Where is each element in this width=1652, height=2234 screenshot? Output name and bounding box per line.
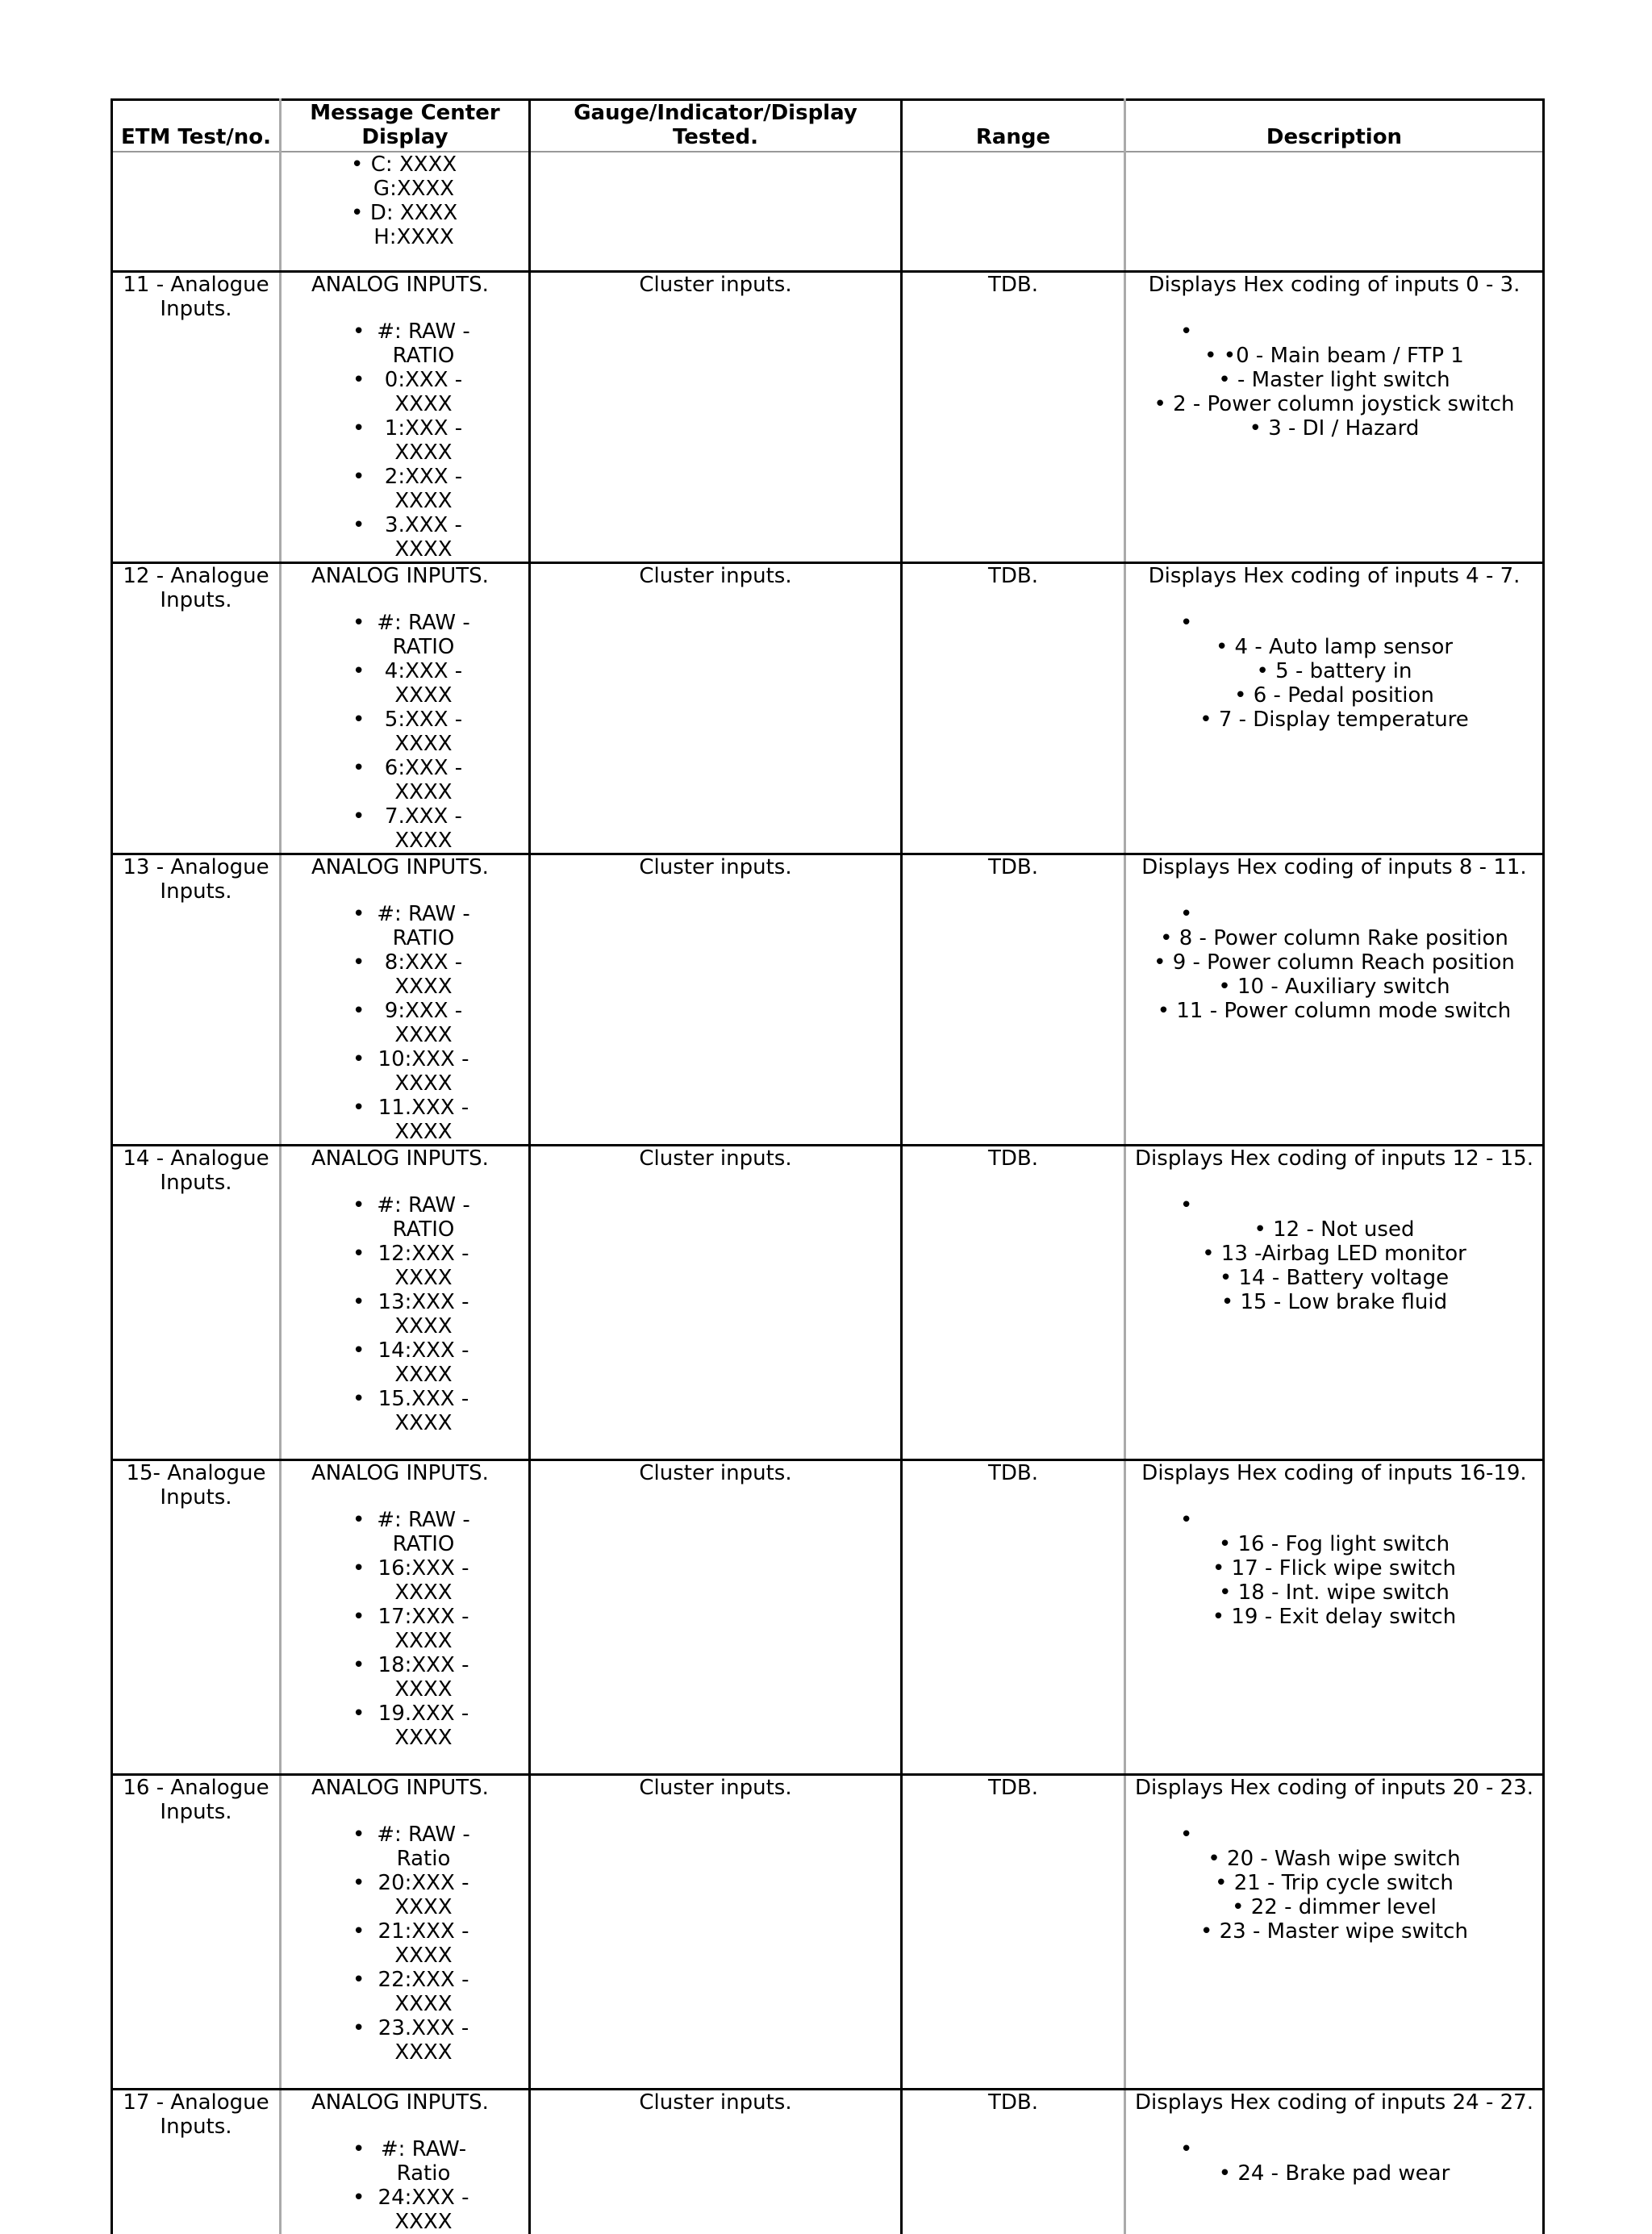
empty-bullet: •	[1180, 1507, 1193, 1532]
description-heading: Displays Hex coding of inputs 12 - 15.	[1135, 1146, 1533, 1171]
description-item: • 17 - Flick wipe switch	[1128, 1556, 1541, 1581]
message-item: • 22:XXX - XXXX	[359, 1968, 488, 2016]
empty-bullet: •	[1180, 319, 1193, 344]
cell-etm: 14 - Analogue Inputs.	[112, 1145, 281, 1459]
cell-description	[1125, 152, 1544, 271]
cell-range	[902, 152, 1125, 271]
description-heading: Displays Hex coding of inputs 24 - 27.	[1135, 2090, 1533, 2115]
message-item: • D: XXXX H:XXXX	[357, 201, 470, 249]
table-row	[112, 1774, 1544, 2089]
table-row	[112, 854, 1544, 1145]
description-heading: Displays Hex coding of inputs 0 - 3.	[1148, 272, 1521, 297]
cell-etm: 16 - Analogue Inputs.	[112, 1774, 281, 2089]
description-item: • •0 - Main beam / FTP 1	[1128, 344, 1541, 368]
description-list	[1128, 611, 1541, 732]
message-item: • 19.XXX - XXXX	[359, 1702, 488, 1750]
cell-description	[1125, 854, 1544, 1145]
description-item: • 3 - DI / Hazard	[1128, 416, 1541, 441]
cell-gauge: Cluster inputs.	[530, 1774, 902, 2089]
cell-range: TDB.	[902, 271, 1125, 562]
description-item: • 4 - Auto lamp sensor	[1128, 635, 1541, 659]
table-header-row	[112, 100, 1544, 152]
message-item: • 15.XXX - XXXX	[359, 1387, 488, 1435]
message-item: • #: RAW- Ratio	[359, 2137, 488, 2186]
description-item: • 22 - dimmer level	[1128, 1895, 1541, 1919]
cell-etm	[112, 152, 281, 271]
cell-description	[1125, 1145, 1544, 1459]
cell-range: TDB.	[902, 1774, 1125, 2089]
table-row	[112, 271, 1544, 562]
description-item: • 24 - Brake pad wear	[1128, 2161, 1541, 2186]
message-list	[283, 611, 527, 853]
description-heading: Displays Hex coding of inputs 20 - 23.	[1135, 1775, 1533, 1800]
header-range: Range	[902, 100, 1125, 152]
message-item: • 16:XXX - XXXX	[359, 1556, 488, 1605]
message-item: • 23.XXX - XXXX	[359, 2016, 488, 2065]
description-item: • 19 - Exit delay switch	[1128, 1605, 1541, 1629]
description-item: • 21 - Trip cycle switch	[1128, 1871, 1541, 1895]
description-item: • - Master light switch	[1128, 368, 1541, 392]
cell-gauge: Cluster inputs.	[530, 2089, 902, 2234]
description-item: • 6 - Pedal position	[1128, 683, 1541, 708]
cell-message	[281, 1459, 530, 1774]
description-item: • 23 - Master wipe switch	[1128, 1919, 1541, 1944]
message-list	[283, 1823, 527, 2065]
cell-range: TDB.	[902, 854, 1125, 1145]
message-item: • 3.XXX - XXXX	[359, 513, 488, 562]
message-item: • 6:XXX - XXXX	[359, 756, 488, 804]
cell-gauge: Cluster inputs.	[530, 562, 902, 854]
message-item: • 7.XXX - XXXX	[359, 804, 488, 853]
message-list	[283, 1193, 527, 1435]
cell-description	[1125, 1459, 1544, 1774]
message-item: • 13:XXX - XXXX	[359, 1290, 488, 1338]
message-item: • 21:XXX - XXXX	[359, 1919, 488, 1968]
description-item: • 12 - Not used	[1128, 1217, 1541, 1242]
cell-message	[281, 854, 530, 1145]
description-item: • 5 - battery in	[1128, 659, 1541, 683]
message-item: • #: RAW - RATIO	[359, 611, 488, 659]
description-heading: Displays Hex coding of inputs 8 - 11.	[1141, 854, 1527, 879]
message-item: • 18:XXX - XXXX	[359, 1653, 488, 1702]
description-item: • 8 - Power column Rake position	[1128, 926, 1541, 950]
cell-etm: 15- Analogue Inputs.	[112, 1459, 281, 1774]
cell-description	[1125, 1774, 1544, 2089]
message-list	[283, 152, 527, 249]
empty-bullet: •	[1180, 1822, 1193, 1847]
cell-message	[281, 562, 530, 854]
message-item: • 14:XXX - XXXX	[359, 1338, 488, 1387]
message-item: • 2:XXX - XXXX	[359, 465, 488, 513]
cell-description	[1125, 562, 1544, 854]
table-row	[112, 1145, 1544, 1459]
cell-range: TDB.	[902, 562, 1125, 854]
cell-description	[1125, 2089, 1544, 2234]
empty-bullet: •	[1180, 1192, 1193, 1217]
cell-etm: 13 - Analogue Inputs.	[112, 854, 281, 1145]
description-item: • 11 - Power column mode switch	[1128, 999, 1541, 1023]
description-list	[1128, 1823, 1541, 1944]
message-item: • #: RAW - RATIO	[359, 319, 488, 368]
table-row	[112, 2089, 1544, 2234]
cell-range: TDB.	[902, 1459, 1125, 1774]
message-heading: ANALOG INPUTS.	[311, 563, 489, 588]
table-row	[112, 1459, 1544, 1774]
message-item: • #: RAW - RATIO	[359, 902, 488, 950]
description-item: • 16 - Fog light switch	[1128, 1532, 1541, 1556]
cell-description	[1125, 271, 1544, 562]
cell-etm: 11 - Analogue Inputs.	[112, 271, 281, 562]
description-item: • 20 - Wash wipe switch	[1128, 1847, 1541, 1871]
table-row-continued	[112, 152, 1544, 271]
cell-gauge: Cluster inputs.	[530, 1145, 902, 1459]
message-heading: ANALOG INPUTS.	[311, 1146, 489, 1171]
description-heading: Displays Hex coding of inputs 4 - 7.	[1148, 563, 1521, 588]
message-item: • C: XXXX G:XXXX	[357, 152, 470, 201]
empty-bullet: •	[1180, 901, 1193, 926]
description-item: • 15 - Low brake fluid	[1128, 1290, 1541, 1314]
message-item: • #: RAW - Ratio	[359, 1823, 488, 1871]
cell-gauge: Cluster inputs.	[530, 271, 902, 562]
message-list	[283, 1508, 527, 1750]
description-list	[1128, 1193, 1541, 1314]
cell-etm: 12 - Analogue Inputs.	[112, 562, 281, 854]
message-item: • 11.XXX - XXXX	[359, 1096, 488, 1144]
cell-message	[281, 1145, 530, 1459]
message-list	[283, 319, 527, 562]
cell-range: TDB.	[902, 1145, 1125, 1459]
empty-bullet: •	[1180, 2136, 1193, 2161]
cell-gauge: Cluster inputs.	[530, 854, 902, 1145]
message-list	[283, 2137, 527, 2234]
description-heading: Displays Hex coding of inputs 16-19.	[1141, 1460, 1527, 1485]
description-item: • 18 - Int. wipe switch	[1128, 1581, 1541, 1605]
message-item: • 9:XXX - XXXX	[359, 999, 488, 1047]
description-item: • 9 - Power column Reach position	[1128, 950, 1541, 975]
message-item: • 0:XXX - XXXX	[359, 368, 488, 416]
message-heading: ANALOG INPUTS.	[311, 1460, 489, 1485]
message-item: • 10:XXX - XXXX	[359, 1047, 488, 1096]
message-item: • 24:XXX - XXXX	[359, 2186, 488, 2234]
description-list	[1128, 1508, 1541, 1629]
message-list	[283, 902, 527, 1144]
cell-message	[281, 1774, 530, 2089]
cell-message	[281, 271, 530, 562]
cell-message	[281, 2089, 530, 2234]
message-item: • 12:XXX - XXXX	[359, 1242, 488, 1290]
message-item: • 17:XXX - XXXX	[359, 1605, 488, 1653]
etm-test-table	[111, 98, 1545, 2234]
message-heading: ANALOG INPUTS.	[311, 272, 489, 297]
cell-message	[281, 152, 530, 271]
cell-etm: 17 - Analogue Inputs.	[112, 2089, 281, 2234]
cell-gauge: Cluster inputs.	[530, 1459, 902, 1774]
message-item: • 1:XXX - XXXX	[359, 416, 488, 465]
description-list	[1128, 2137, 1541, 2186]
message-item: • 4:XXX - XXXX	[359, 659, 488, 708]
header-gauge-tested: Gauge/Indicator/Display Tested.	[530, 100, 902, 152]
message-heading: ANALOG INPUTS.	[311, 1775, 489, 1800]
description-list	[1128, 319, 1541, 441]
cell-gauge	[530, 152, 902, 271]
cell-range: TDB.	[902, 2089, 1125, 2234]
message-heading: ANALOG INPUTS.	[311, 2090, 489, 2115]
header-description: Description	[1125, 100, 1544, 152]
header-etm-test: ETM Test/no.	[112, 100, 281, 152]
message-item: • 20:XXX - XXXX	[359, 1871, 488, 1919]
message-heading: ANALOG INPUTS.	[311, 854, 489, 879]
message-item: • 5:XXX - XXXX	[359, 708, 488, 756]
description-item: • 13 -Airbag LED monitor	[1128, 1242, 1541, 1266]
header-message-center: Message Center Display	[281, 100, 530, 152]
description-item: • 10 - Auxiliary switch	[1128, 975, 1541, 999]
table-row	[112, 562, 1544, 854]
empty-bullet: •	[1180, 610, 1193, 635]
message-item: • #: RAW - RATIO	[359, 1508, 488, 1556]
message-item: • #: RAW - RATIO	[359, 1193, 488, 1242]
description-item: • 14 - Battery voltage	[1128, 1266, 1541, 1290]
description-item: • 7 - Display temperature	[1128, 708, 1541, 732]
message-item: • 8:XXX - XXXX	[359, 950, 488, 999]
description-item: • 2 - Power column joystick switch	[1128, 392, 1541, 416]
description-list	[1128, 902, 1541, 1023]
